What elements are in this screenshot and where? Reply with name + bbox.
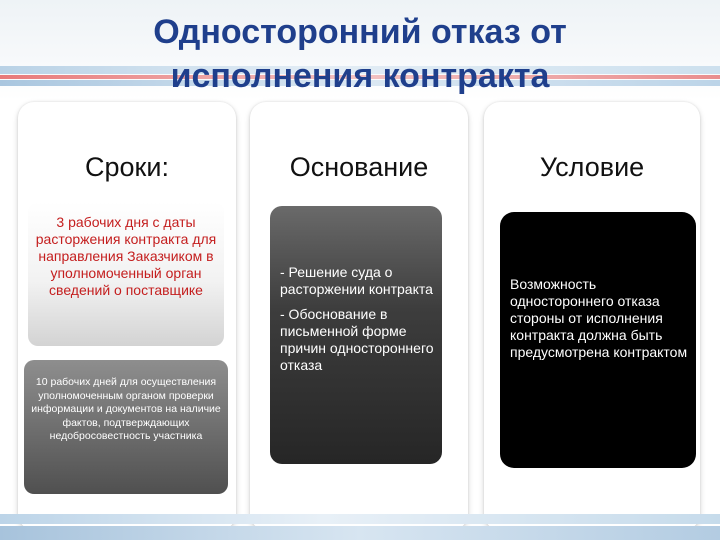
grounds-item-written-justification: - Обоснование в письменной форме причин одностороннего отказа [280,306,434,373]
slide-title-line-1: Односторонний отказ от [153,13,567,51]
column-heading-grounds: Основание [289,152,429,182]
footer-stripe-blue [0,514,720,524]
column-deadlines [18,102,236,530]
slide-title-line-2: исполнения контракта [170,57,550,95]
footer-stripe-blue-lower [0,526,720,540]
column-condition [484,102,700,530]
deadline-card-3-days: 3 рабочих дня с даты расторжения контракта для направления Заказчиком в уполномоченный орган сведений о поставщике [28,202,224,346]
deadline-card-10-days: 10 рабочих дней для осуществления уполномоченным органом проверки информации и документов на наличие фактов, подтверждающих недобросовестность участника [24,360,228,494]
slide-title [80,10,640,98]
condition-card: Возможность одностороннего отказа стороны от исполнения контракта должна быть предусмотрена контрактом [500,212,696,468]
grounds-card [270,206,442,464]
column-heading-condition: Условие [539,152,645,182]
grounds-item-court-decision: - Решение суда о расторжении контракта [280,264,433,297]
column-grounds [250,102,468,530]
column-heading-deadlines: Сроки: [85,152,169,182]
